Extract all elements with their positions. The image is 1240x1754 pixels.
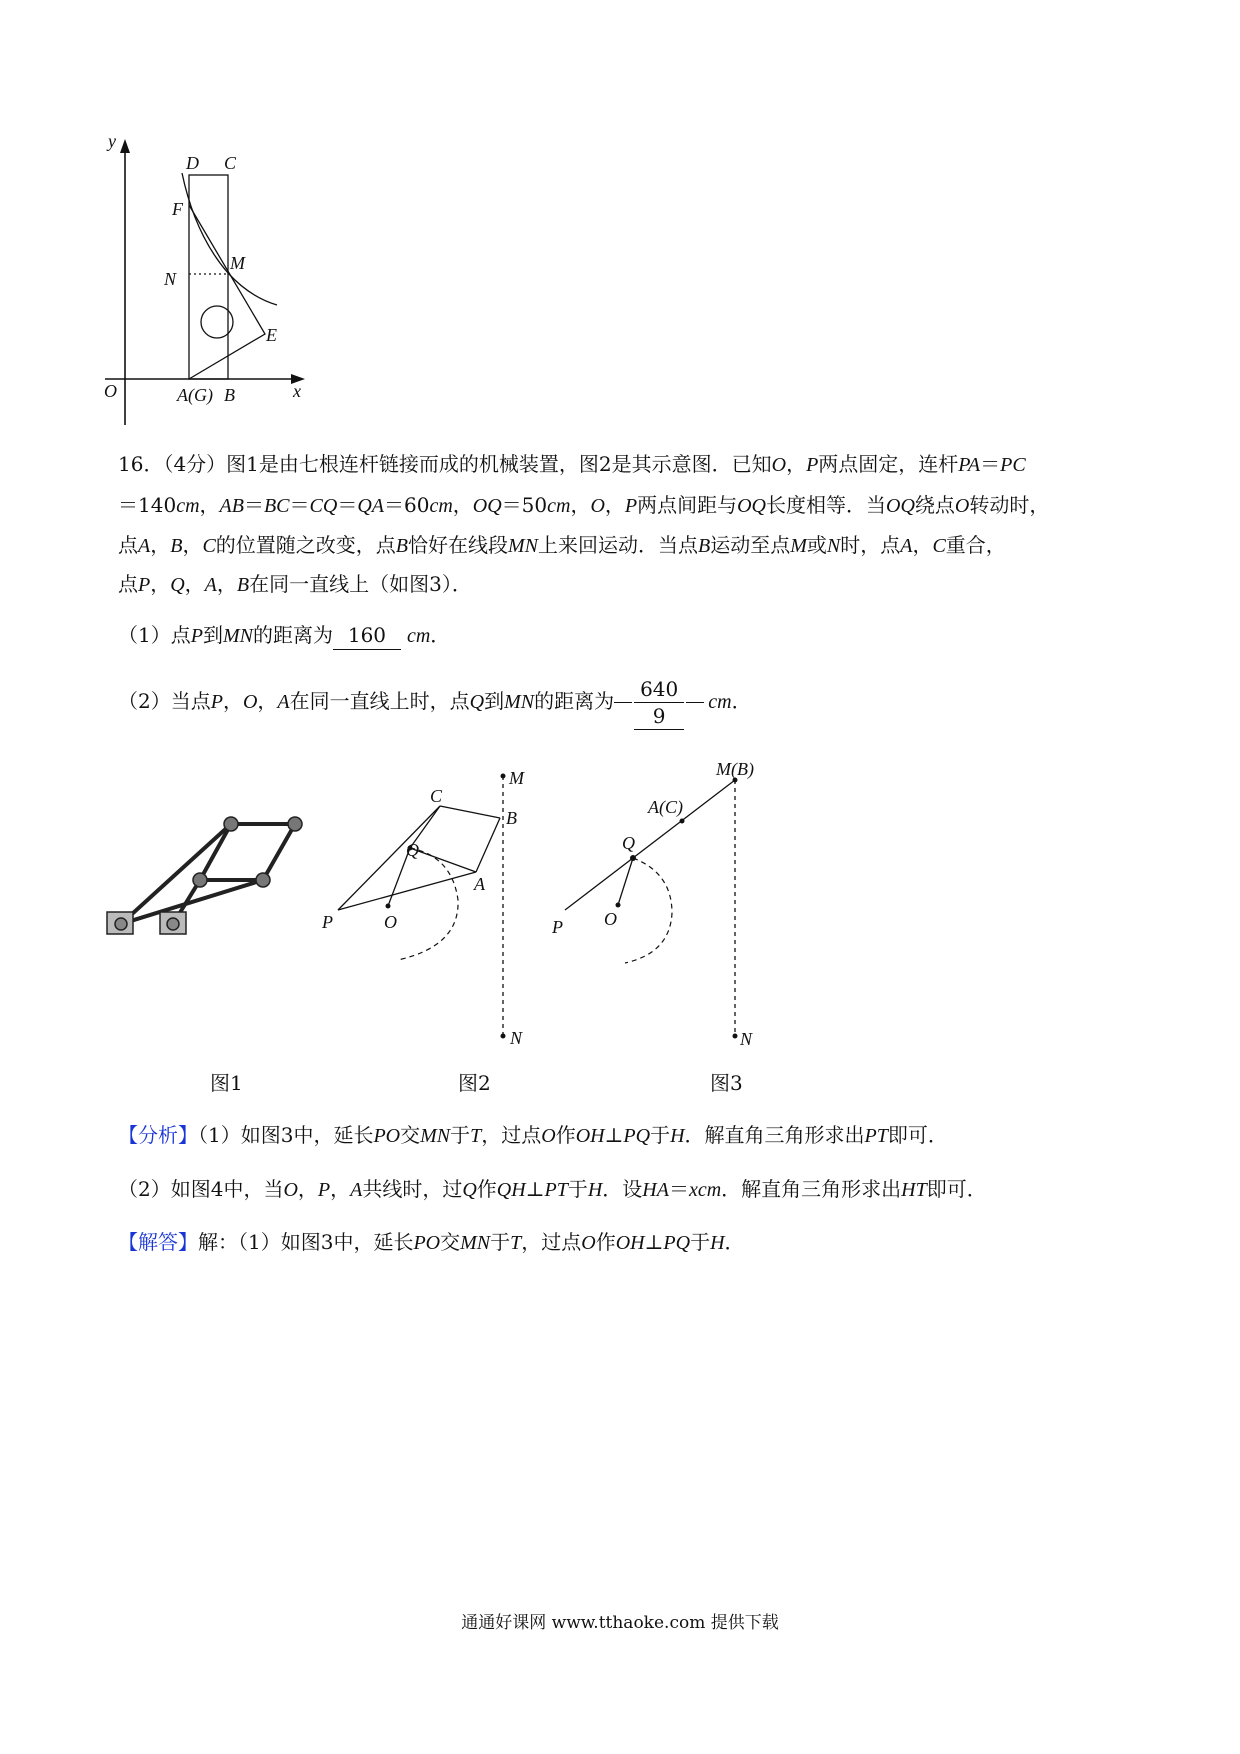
analysis-line-1: 【分析】（1）如图3中，延长PO交MN于T，过点O作OH⊥PQ于H．解直角三角形求出PT即可． — [118, 1123, 948, 1147]
analysis-line-2: （2）如图4中，当O，P，A共线时，过Q作QH⊥PT于H．设HA＝xcm．解直角三角形求出HT即可． — [118, 1177, 987, 1201]
label-f: F — [172, 199, 183, 219]
top-figure — [100, 125, 330, 455]
label-ag: A(G) — [177, 385, 213, 405]
fig2-label-c: C — [430, 786, 443, 806]
fig3-label-mb: M(B) — [716, 759, 754, 779]
fig3-label-o: O — [604, 909, 617, 929]
hyperbola-curve — [182, 173, 277, 305]
label-y: y — [108, 131, 116, 151]
fig2-label-b: B — [506, 808, 517, 828]
joint — [256, 873, 270, 887]
joint — [288, 817, 302, 831]
label-c: C — [224, 153, 237, 173]
problem-line-1: 16．（4分）图1是由七根连杆链接而成的机械装置，图2是其示意图．已知O，P两点固定，连杆PA＝PC — [118, 452, 1026, 476]
fig3-label-p: P — [552, 917, 563, 937]
figure-2 — [310, 760, 560, 1060]
label-n: N — [164, 269, 177, 289]
label-m: M — [230, 253, 245, 273]
fig3-label-q: Q — [622, 833, 635, 853]
rectangle-abcd — [189, 175, 228, 379]
solution-line-1: 【解答】解：（1）如图3中，延长PO交MN于T，过点O作OH⊥PQ于H． — [118, 1230, 745, 1254]
label-x: x — [293, 381, 301, 401]
fig2-label-m: M — [509, 768, 524, 788]
fig2-label-q: Q — [406, 840, 419, 860]
fig2-caption: 图2 — [458, 1071, 491, 1095]
question-2: （2）当点P，O，A在同一直线上时，点Q到MN的距离为 $\frac{640}{9}$ cm． — [118, 676, 752, 728]
problem-line-2: ＝140cm，AB＝BC＝CQ＝QA＝60cm，OQ＝50cm，O，P两点间距与OQ长度相等．当OQ绕点O转动时， — [118, 493, 1050, 517]
fig2-label-p: P — [322, 912, 333, 932]
label-b: B — [224, 385, 235, 405]
fig1-caption: 图1 — [210, 1071, 243, 1095]
fig3-caption: 图3 — [710, 1071, 743, 1095]
fig2-label-a: A — [474, 874, 485, 894]
figure-3 — [540, 755, 790, 1060]
figure-1 — [100, 800, 340, 950]
arc-dashed — [625, 858, 672, 963]
fig3-label-n: N — [740, 1029, 753, 1049]
solution-tag: 【解答】 — [118, 1230, 198, 1254]
answer-1: 160 — [333, 621, 401, 650]
y-axis-arrow — [120, 139, 130, 153]
page-footer: 通通好课网 www.tthaoke.com 提供下载 — [461, 1613, 779, 1633]
problem-line-3: 点A，B，C的位置随之改变，点B恰好在线段MN上来回运动．当点B运动至点M或N时，点A，C重合， — [118, 533, 1006, 557]
fig2-label-n: N — [510, 1028, 523, 1048]
question-1: （1）点P到MN的距离为 160 cm． — [118, 621, 450, 650]
joint — [224, 817, 238, 831]
label-o: O — [104, 381, 117, 401]
joint — [193, 873, 207, 887]
label-e: E — [266, 325, 277, 345]
problem-line-4: 点P，Q，A，B在同一直线上（如图3）． — [118, 572, 472, 596]
fig3-label-ac: A(C) — [648, 797, 683, 817]
analysis-tag: 【分析】 — [118, 1123, 198, 1147]
fig2-label-o: O — [384, 912, 397, 932]
label-d: D — [186, 153, 199, 173]
answer-2-fraction: $\frac{640}{9}$ — [634, 676, 684, 730]
arc-dashed — [398, 848, 458, 960]
